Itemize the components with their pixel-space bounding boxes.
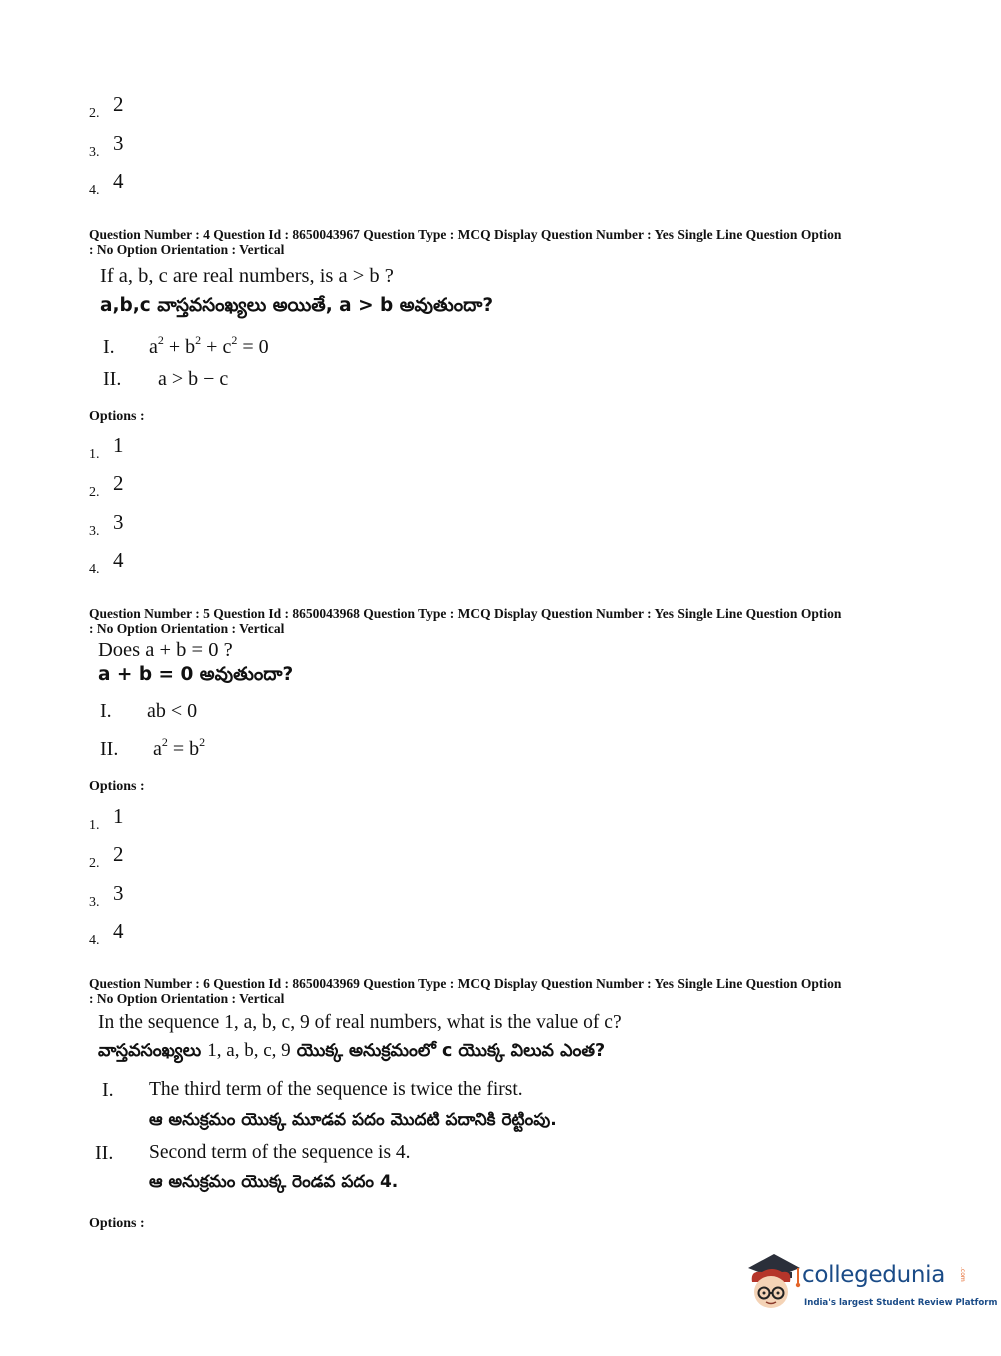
statement-1-label: I. xyxy=(102,1079,114,1101)
option-value: 3 xyxy=(113,510,124,534)
option-value: 2 xyxy=(113,471,124,495)
option-value: 1 xyxy=(113,433,124,457)
option-item xyxy=(89,804,289,834)
question-4-meta xyxy=(89,227,919,257)
option-number: 2. xyxy=(89,106,100,121)
meta-line-2: : No Option Orientation : Vertical xyxy=(89,991,285,1006)
option-item xyxy=(89,169,289,199)
meta-line-1: Question Number : 5 Question Id : 8650043968 Question Type : MCQ Display Question Number : Yes Single Line Question Option xyxy=(89,606,842,621)
meta-line-1: Question Number : 4 Question Id : 8650043967 Question Type : MCQ Display Question Number : Yes Single Line Question Option xyxy=(89,227,842,242)
question-6-english: In the sequence 1, a, b, c, 9 of real numbers, what is the value of c? xyxy=(98,1012,622,1033)
question-5-english: Does a + b = 0 ? xyxy=(98,639,233,661)
brand-dotcom: .com xyxy=(959,1267,966,1282)
statement-1-label: I. xyxy=(100,700,112,722)
option-item xyxy=(89,919,289,949)
question-4-telugu: a,b,c వాస్తవసంఖ్యలు అయితే, a > b అవుతుందా? xyxy=(100,295,494,316)
option-value: 4 xyxy=(113,919,124,943)
statement-2-equation: $a^2 = b^2$ xyxy=(153,735,206,760)
option-value: 4 xyxy=(113,548,124,572)
option-number: 3. xyxy=(89,524,100,539)
brand-tagline: India's largest Student Review Platform xyxy=(804,1298,998,1308)
statement-2-english: Second term of the sequence is 4. xyxy=(149,1142,411,1163)
student-mascot-icon xyxy=(742,1248,802,1316)
question-4-english: If a, b, c are real numbers, is a > b ? xyxy=(100,265,394,287)
brand-name: collegedunia xyxy=(802,1262,946,1288)
question-6-meta xyxy=(89,976,919,1006)
option-value: 1 xyxy=(113,804,124,828)
option-item xyxy=(89,471,289,501)
question-5-meta xyxy=(89,606,919,636)
option-value: 4 xyxy=(113,169,124,193)
option-number: 4. xyxy=(89,933,100,948)
statement-1-english: The third term of the sequence is twice the first. xyxy=(149,1079,523,1100)
options-heading: Options : xyxy=(89,409,145,424)
statement-1-label: I. xyxy=(103,336,115,358)
option-number: 2. xyxy=(89,485,100,500)
option-number: 1. xyxy=(89,447,100,462)
statement-1-telugu: ఆ అనుక్రమం యొక్క మూడవ పదం మొదటి పదానికి రెట్టింపు. xyxy=(149,1110,557,1130)
option-item xyxy=(89,510,289,540)
meta-line-2: : No Option Orientation : Vertical xyxy=(89,242,285,257)
question-6-telugu: వాస్తవసంఖ్యలు 1, a, b, c, 9 యొక్క అనుక్రమంలో c యొక్క విలువ ఎంత? xyxy=(98,1040,606,1061)
option-value: 3 xyxy=(113,131,124,155)
option-value: 2 xyxy=(113,842,124,866)
option-item xyxy=(89,131,289,161)
option-number: 3. xyxy=(89,145,100,160)
statement-2-telugu: ఆ అనుక్రమం యొక్క రెండవ పదం 4. xyxy=(149,1172,399,1192)
option-item xyxy=(89,548,289,578)
statement-2-text: a > b − c xyxy=(158,368,229,390)
question-5-telugu: a + b = 0 అవుతుందా? xyxy=(98,664,294,685)
meta-line-2: : No Option Orientation : Vertical xyxy=(89,621,285,636)
option-value: 3 xyxy=(113,881,124,905)
option-number: 4. xyxy=(89,562,100,577)
statement-2-label: II. xyxy=(95,1142,114,1164)
option-item xyxy=(89,92,289,122)
statement-2-label: II. xyxy=(100,738,119,760)
option-number: 3. xyxy=(89,895,100,910)
option-item xyxy=(89,433,289,463)
option-item xyxy=(89,842,289,872)
options-heading: Options : xyxy=(89,1216,145,1231)
option-value: 2 xyxy=(113,92,124,116)
option-number: 4. xyxy=(89,183,100,198)
statement-1-equation: $a^2 + b^2 + c^2 = 0$ xyxy=(149,333,269,358)
option-number: 2. xyxy=(89,856,100,871)
meta-line-1: Question Number : 6 Question Id : 8650043969 Question Type : MCQ Display Question Number : Yes Single Line Question Option xyxy=(89,976,842,991)
statement-1-text: ab < 0 xyxy=(147,700,198,722)
option-item xyxy=(89,881,289,911)
statement-2-label: II. xyxy=(103,368,122,390)
options-heading: Options : xyxy=(89,779,145,794)
option-number: 1. xyxy=(89,818,100,833)
